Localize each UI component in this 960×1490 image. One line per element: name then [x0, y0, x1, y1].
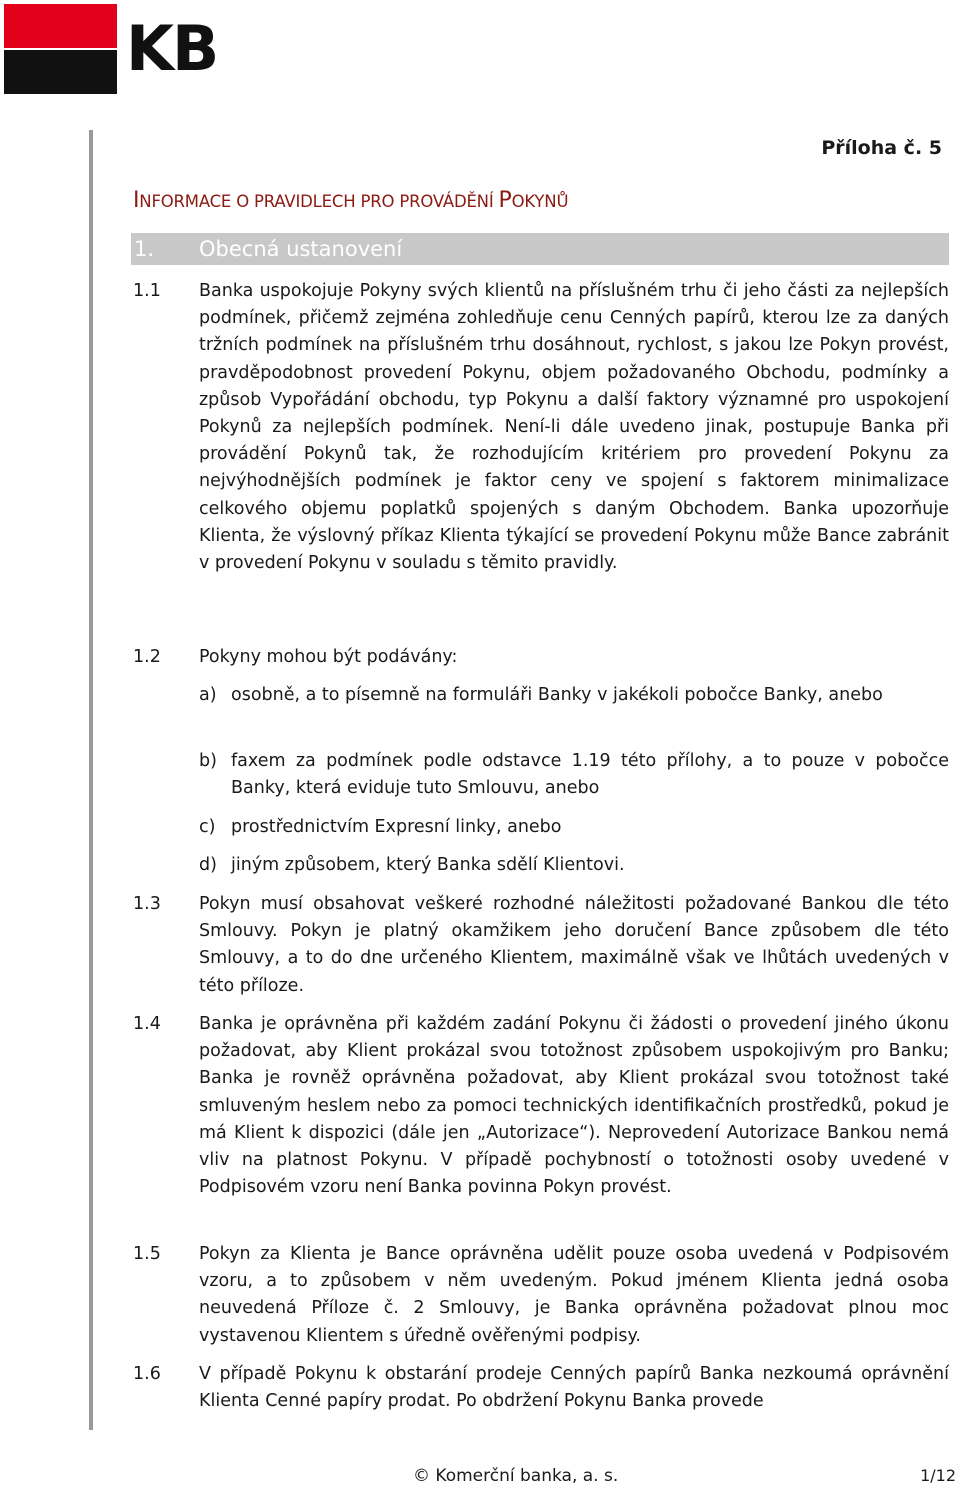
list-text: jiným způsobem, který Banka sdělí Klientovi. [231, 855, 625, 875]
list-letter: d) [199, 855, 217, 875]
list-item-c [199, 814, 949, 841]
logo-red-band [4, 4, 117, 48]
section-number: 1. [134, 237, 155, 261]
list-text: faxem za podmínek podle odstavce 1.19 této přílohy, a to pouze v pobočce Banky, která eviduje tuto Smlouvu, anebo [231, 751, 949, 799]
paragraph-1-3 [133, 891, 949, 1000]
paragraph-number: 1.3 [133, 894, 161, 914]
list-letter: c) [199, 817, 216, 837]
paragraph-number: 1.4 [133, 1014, 161, 1034]
list-item-a [199, 682, 949, 709]
list-text: osobně, a to písemně na formuláři Banky v jakékoli pobočce Banky, anebo [231, 685, 883, 705]
list-letter: a) [199, 685, 217, 705]
page-number: 1/12 [920, 1466, 956, 1485]
paragraph-text: Pokyn musí obsahovat veškeré rozhodné náležitosti požadované Bankou dle této Smlouvy. Pokyn je platný okamžikem jeho doručení Bance způsobem dle této Smlouvy, a to do dne určeného Klientem, maximálně však ve lhůtách uvedených v této příloze. [199, 894, 949, 996]
paragraph-text: Banka je oprávněna při každém zadání Pokynu či žádosti o provedení jiného úkonu požadovat, aby Klient prokázal svou totožnost způsobem uspokojivým pro Banku; Banka je rovněž oprávněna požadovat, aby Klient prokázal svou totožnost také smluveným heslem nebo za pomoci technických identifikačních prostředků, pokud je má Klient k dispozici (dále jen „Autorizace“). Neprovedení Autorizace Bankou nemá vliv na platnost Pokynu. V případě pochybností o totožnosti osoby uvedené v Podpisovém vzoru není Banka povinna Pokyn provést. [199, 1014, 949, 1198]
list-letter: b) [199, 751, 217, 771]
paragraph-text: Pokyny mohou být podávány: [199, 647, 458, 667]
list-item-b [199, 748, 949, 802]
paragraph-number: 1.5 [133, 1244, 161, 1264]
logo-divider [4, 48, 117, 50]
paragraph-1-6 [133, 1361, 949, 1415]
paragraph-1-1 [133, 278, 949, 577]
paragraph-number: 1.1 [133, 281, 161, 301]
logo-text: KB [126, 12, 218, 85]
footer-copyright [413, 1466, 618, 1486]
appendix-label: Příloha č. 5 [821, 137, 942, 159]
list-text: prostřednictvím Expresní linky, anebo [231, 817, 562, 837]
paragraph-text: Banka uspokojuje Pokyny svých klientů na příslušném trhu či jeho části za nejlepších podmínek, přičemž zejména zohledňuje cenu Cenných papírů, kterou lze za daných tržních podmínek na příslušném trhu dosáhnout, rychlost, s jakou lze Pokyn provést, pravděpodobnost provedení Pokynu, objem požadovaného Obchodu, podmínky a způsob Vypořádání obchodu, typ Pokynu a další faktory významné pro uspokojení Pokynů za nejlepších podmínek. Není-li dále uvedeno jinak, postupuje Banka při provádění Pokynů tak, že rozhodujícím kritériem pro provedení Pokynu za nejvýhodnějších podmínek je faktor ceny ve spojení s faktorem minimalizace celkového objemu poplatků spojených s daným Obchodem. Banka upozorňuje Klienta, že výslovný příkaz Klienta týkající se provedení Pokynu může Bance zabránit v provedení Pokynu v souladu s těmito pravidly. [199, 281, 949, 574]
kb-logo [4, 4, 264, 94]
paragraph-number: 1.2 [133, 647, 161, 667]
paragraph-text: Pokyn za Klienta je Bance oprávněna udělit pouze osoba uvedená v Podpisovém vzoru, a to způsobem v něm uvedeným. Pokud jménem Klienta jedná osoba neuvedená Příloze č. 2 Smlouvy, je Banka oprávněna požadovat plnou moc vystavenou Klientem s úředně ověřenými podpisy. [199, 1244, 949, 1346]
margin-rule [89, 130, 93, 1430]
section-label: Obecná ustanovení [199, 237, 403, 261]
paragraph-1-2 [133, 644, 949, 671]
copyright-icon: © [413, 1466, 430, 1486]
section-heading [131, 233, 949, 265]
document-title: INFORMACE O PRAVIDLECH PRO PROVÁDĚNÍ POKYNŮ [133, 188, 569, 213]
company-name: Komerční banka, a. s. [435, 1466, 619, 1486]
list-item-d [199, 852, 949, 879]
paragraph-1-4 [133, 1011, 949, 1201]
paragraph-text: V případě Pokynu k obstarání prodeje Cenných papírů Banka nezkoumá oprávnění Klienta Cenné papíry prodat. Po obdržení Pokynu Banka provede [199, 1364, 949, 1412]
paragraph-number: 1.6 [133, 1364, 161, 1384]
paragraph-1-5 [133, 1241, 949, 1350]
